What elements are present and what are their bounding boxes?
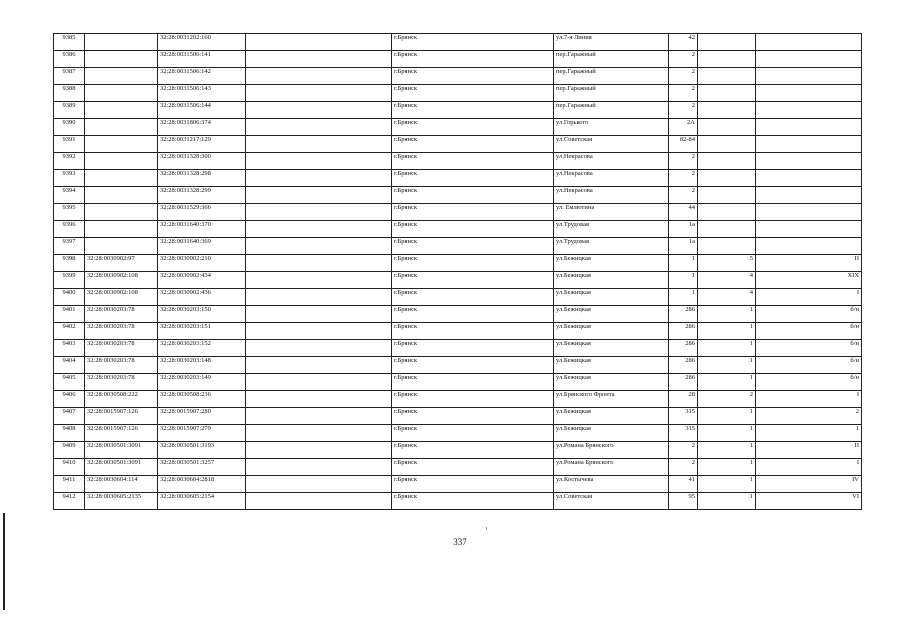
table-row (54, 289, 862, 306)
house-cell: 2 (669, 51, 698, 68)
floor-cell: 1 (698, 340, 756, 357)
parent-cadastral-cell (85, 85, 158, 102)
blank-cell (246, 476, 392, 493)
table-row (54, 238, 862, 255)
street-cell: ул.Трудовая (554, 221, 669, 238)
table-row (54, 391, 862, 408)
city-cell: г.Брянск (392, 68, 554, 85)
floor-cell: 1 (698, 442, 756, 459)
city-cell: г.Брянск (392, 340, 554, 357)
premises-cell: б/н (756, 340, 862, 357)
premises-cell (756, 153, 862, 170)
premises-cell: б/н (756, 357, 862, 374)
table-row (54, 102, 862, 119)
row-number-cell: 9385 (54, 34, 85, 51)
floor-cell: 2 (698, 391, 756, 408)
city-cell: г.Брянск (392, 187, 554, 204)
street-cell: ул.Трудовая (554, 238, 669, 255)
cadastral-number-cell: 32:28:0030203:150 (158, 306, 246, 323)
table-row (54, 323, 862, 340)
blank-cell (246, 374, 392, 391)
cadastral-number-cell: 32:28:0031506:142 (158, 68, 246, 85)
cadastral-number-cell: 32:28:0031328:300 (158, 153, 246, 170)
house-cell: 41 (669, 476, 698, 493)
row-number-cell: 9398 (54, 255, 85, 272)
street-cell: пер.Гаражный (554, 68, 669, 85)
city-cell: г.Брянск (392, 221, 554, 238)
row-number-cell: 9402 (54, 323, 85, 340)
street-cell: ул.Романа Брянского (554, 459, 669, 476)
table-row (54, 476, 862, 493)
parent-cadastral-cell: 32:28:0015907:126 (85, 408, 158, 425)
row-number-cell: 9401 (54, 306, 85, 323)
row-number-cell: 9410 (54, 459, 85, 476)
premises-cell (756, 238, 862, 255)
blank-cell (246, 119, 392, 136)
house-cell: 2 (669, 170, 698, 187)
table-row (54, 51, 862, 68)
city-cell: г.Брянск (392, 289, 554, 306)
street-cell: ул.Горького (554, 119, 669, 136)
scan-speck (486, 527, 487, 530)
floor-cell (698, 34, 756, 51)
table-row (54, 442, 862, 459)
parent-cadastral-cell (85, 238, 158, 255)
blank-cell (246, 187, 392, 204)
table-row (54, 85, 862, 102)
premises-cell: II (756, 255, 862, 272)
city-cell: г.Брянск (392, 357, 554, 374)
table-row (54, 170, 862, 187)
house-cell: 1 (669, 255, 698, 272)
premises-cell (756, 102, 862, 119)
premises-cell: I (756, 459, 862, 476)
row-number-cell: 9408 (54, 425, 85, 442)
blank-cell (246, 357, 392, 374)
cadastral-number-cell: 32:28:0030508:236 (158, 391, 246, 408)
parent-cadastral-cell: 32:28:0030501:3091 (85, 459, 158, 476)
blank-cell (246, 153, 392, 170)
city-cell: г.Брянск (392, 459, 554, 476)
blank-cell (246, 204, 392, 221)
table-row (54, 136, 862, 153)
street-cell: ул.Бежицкая (554, 374, 669, 391)
floor-cell (698, 221, 756, 238)
floor-cell (698, 170, 756, 187)
cadastral-number-cell: 32:28:0031217:129 (158, 136, 246, 153)
row-number-cell: 9389 (54, 102, 85, 119)
house-cell: 1а (669, 238, 698, 255)
street-cell: ул.Бежицкая (554, 425, 669, 442)
house-cell: 315 (669, 408, 698, 425)
floor-cell: 1 (698, 374, 756, 391)
table-row (54, 187, 862, 204)
parent-cadastral-cell (85, 51, 158, 68)
parent-cadastral-cell: 32:28:0030203:78 (85, 323, 158, 340)
premises-cell: VI (756, 493, 862, 510)
blank-cell (246, 85, 392, 102)
premises-cell (756, 204, 862, 221)
parent-cadastral-cell (85, 136, 158, 153)
row-number-cell: 9406 (54, 391, 85, 408)
floor-cell (698, 68, 756, 85)
city-cell: г.Брянск (392, 272, 554, 289)
cadastral-number-cell: 32:28:0015907:279 (158, 425, 246, 442)
street-cell: ул.Бежицкая (554, 306, 669, 323)
floor-cell (698, 119, 756, 136)
parent-cadastral-cell: 32:28:0030203:78 (85, 340, 158, 357)
row-number-cell: 9391 (54, 136, 85, 153)
premises-cell: 2 (756, 408, 862, 425)
floor-cell: 1 (698, 306, 756, 323)
city-cell: г.Брянск (392, 170, 554, 187)
parent-cadastral-cell: 32:28:0030508:222 (85, 391, 158, 408)
row-number-cell: 9409 (54, 442, 85, 459)
floor-cell: 5 (698, 255, 756, 272)
street-cell: пер.Гаражный (554, 51, 669, 68)
row-number-cell: 9392 (54, 153, 85, 170)
row-number-cell: 9386 (54, 51, 85, 68)
row-number-cell: 9400 (54, 289, 85, 306)
cadastral-number-cell: 32:28:0031506:144 (158, 102, 246, 119)
premises-cell (756, 170, 862, 187)
blank-cell (246, 306, 392, 323)
house-cell: 286 (669, 357, 698, 374)
table-row (54, 68, 862, 85)
cadastral-number-cell: 32:28:0030501:3193 (158, 442, 246, 459)
premises-cell (756, 51, 862, 68)
house-cell: 2 (669, 459, 698, 476)
street-cell: ул. Емлютина (554, 204, 669, 221)
premises-cell: I (756, 289, 862, 306)
row-number-cell: 9405 (54, 374, 85, 391)
cadastral-number-cell: 32:28:0030203:149 (158, 374, 246, 391)
street-cell: ул.Некрасова (554, 170, 669, 187)
city-cell: г.Брянск (392, 306, 554, 323)
floor-cell (698, 85, 756, 102)
table-row (54, 425, 862, 442)
street-cell: ул.Советская (554, 493, 669, 510)
premises-cell: I (756, 391, 862, 408)
row-number-cell: 9387 (54, 68, 85, 85)
blank-cell (246, 136, 392, 153)
street-cell: ул.Некрасова (554, 187, 669, 204)
city-cell: г.Брянск (392, 476, 554, 493)
row-number-cell: 9388 (54, 85, 85, 102)
row-number-cell: 9395 (54, 204, 85, 221)
city-cell: г.Брянск (392, 238, 554, 255)
parent-cadastral-cell: 32:28:0015907:126 (85, 425, 158, 442)
parent-cadastral-cell (85, 34, 158, 51)
row-number-cell: 9390 (54, 119, 85, 136)
row-number-cell: 9407 (54, 408, 85, 425)
blank-cell (246, 493, 392, 510)
parent-cadastral-cell (85, 68, 158, 85)
street-cell: пер.Гаражный (554, 102, 669, 119)
blank-cell (246, 323, 392, 340)
street-cell: ул.Бежицкая (554, 289, 669, 306)
blank-cell (246, 102, 392, 119)
premises-cell: II (756, 442, 862, 459)
house-cell: 28 (669, 391, 698, 408)
city-cell: г.Брянск (392, 493, 554, 510)
house-cell: 95 (669, 493, 698, 510)
parent-cadastral-cell: 32:28:0030203:78 (85, 374, 158, 391)
cadastral-number-cell: 32:28:0030203:152 (158, 340, 246, 357)
premises-cell: б/н (756, 323, 862, 340)
blank-cell (246, 442, 392, 459)
parent-cadastral-cell: 32:28:0030604:114 (85, 476, 158, 493)
row-number-cell: 9396 (54, 221, 85, 238)
premises-cell (756, 136, 862, 153)
house-cell: 286 (669, 306, 698, 323)
floor-cell: 1 (698, 476, 756, 493)
parent-cadastral-cell: 32:28:0030605:2135 (85, 493, 158, 510)
table-row (54, 119, 862, 136)
table-row (54, 272, 862, 289)
cadastral-number-cell: 32:28:0031328:299 (158, 187, 246, 204)
cadastral-number-cell: 32:28:0030902:436 (158, 289, 246, 306)
street-cell: ул.Бежицкая (554, 408, 669, 425)
city-cell: г.Брянск (392, 374, 554, 391)
city-cell: г.Брянск (392, 34, 554, 51)
table-row (54, 493, 862, 510)
table-row (54, 459, 862, 476)
house-cell: 1а (669, 221, 698, 238)
blank-cell (246, 425, 392, 442)
floor-cell: 1 (698, 408, 756, 425)
city-cell: г.Брянск (392, 204, 554, 221)
cadastral-number-cell: 32:28:0030902:434 (158, 272, 246, 289)
cadastral-number-cell: 32:28:0030501:3257 (158, 459, 246, 476)
floor-cell (698, 51, 756, 68)
cadastral-number-cell: 32:28:0031202:160 (158, 34, 246, 51)
premises-cell (756, 221, 862, 238)
floor-cell (698, 136, 756, 153)
street-cell: ул.Бежицкая (554, 255, 669, 272)
premises-cell: б/н (756, 306, 862, 323)
blank-cell (246, 34, 392, 51)
city-cell: г.Брянск (392, 255, 554, 272)
premises-cell: б/н (756, 374, 862, 391)
city-cell: г.Брянск (392, 442, 554, 459)
cadastral-number-cell: 32:28:0031806:374 (158, 119, 246, 136)
house-cell: 1 (669, 272, 698, 289)
city-cell: г.Брянск (392, 391, 554, 408)
parent-cadastral-cell (85, 119, 158, 136)
street-cell: ул.Бежицкая (554, 340, 669, 357)
table-row (54, 340, 862, 357)
street-cell: ул.Костычева (554, 476, 669, 493)
street-cell: пер.Гаражный (554, 85, 669, 102)
floor-cell (698, 187, 756, 204)
city-cell: г.Брянск (392, 425, 554, 442)
table-row (54, 204, 862, 221)
row-number-cell: 9397 (54, 238, 85, 255)
premises-cell: IV (756, 476, 862, 493)
street-cell: ул.Романа Брянского (554, 442, 669, 459)
cadastral-number-cell: 32:28:0030902:210 (158, 255, 246, 272)
floor-cell: 1 (698, 357, 756, 374)
row-number-cell: 9411 (54, 476, 85, 493)
row-number-cell: 9404 (54, 357, 85, 374)
parent-cadastral-cell: 32:28:0030501:3091 (85, 442, 158, 459)
city-cell: г.Брянск (392, 119, 554, 136)
floor-cell (698, 153, 756, 170)
premises-cell (756, 34, 862, 51)
cadastral-number-cell: 32:28:0031506:143 (158, 85, 246, 102)
cadastral-number-cell: 32:28:0030203:151 (158, 323, 246, 340)
house-cell: 1 (669, 289, 698, 306)
table-row (54, 221, 862, 238)
city-cell: г.Брянск (392, 102, 554, 119)
street-cell: ул.Бежицкая (554, 323, 669, 340)
blank-cell (246, 238, 392, 255)
table-row (54, 408, 862, 425)
cadastral-number-cell: 32:28:0031529:366 (158, 204, 246, 221)
house-cell: 2 (669, 187, 698, 204)
parent-cadastral-cell (85, 170, 158, 187)
table-row (54, 153, 862, 170)
city-cell: г.Брянск (392, 51, 554, 68)
premises-cell (756, 119, 862, 136)
parent-cadastral-cell: 32:28:0030203:78 (85, 357, 158, 374)
registry-table (53, 33, 862, 510)
street-cell: ул.Некрасова (554, 153, 669, 170)
cadastral-number-cell: 32:28:0030604:2818 (158, 476, 246, 493)
street-cell: ул.Советская (554, 136, 669, 153)
blank-cell (246, 289, 392, 306)
cadastral-number-cell: 32:28:0030605:2154 (158, 493, 246, 510)
parent-cadastral-cell: 32:28:0030902:97 (85, 255, 158, 272)
blank-cell (246, 408, 392, 425)
page-number: 337 (453, 537, 467, 547)
binding-margin-line (3, 513, 5, 610)
city-cell: г.Брянск (392, 323, 554, 340)
street-cell: ул.Бежицкая (554, 272, 669, 289)
floor-cell (698, 204, 756, 221)
premises-cell (756, 68, 862, 85)
table-row (54, 306, 862, 323)
blank-cell (246, 391, 392, 408)
parent-cadastral-cell: 32:28:0030902:108 (85, 289, 158, 306)
premises-cell: 1 (756, 425, 862, 442)
table-row (54, 255, 862, 272)
row-number-cell: 9403 (54, 340, 85, 357)
blank-cell (246, 68, 392, 85)
floor-cell: 1 (698, 425, 756, 442)
row-number-cell: 9399 (54, 272, 85, 289)
floor-cell: 1 (698, 459, 756, 476)
floor-cell: 1 (698, 493, 756, 510)
table-row (54, 374, 862, 391)
blank-cell (246, 221, 392, 238)
floor-cell (698, 238, 756, 255)
house-cell: 286 (669, 340, 698, 357)
row-number-cell: 9393 (54, 170, 85, 187)
city-cell: г.Брянск (392, 408, 554, 425)
table-row (54, 357, 862, 374)
house-cell: 2А (669, 119, 698, 136)
table-body (54, 34, 862, 510)
parent-cadastral-cell (85, 153, 158, 170)
street-cell: ул.7-я Линия (554, 34, 669, 51)
table-row (54, 34, 862, 51)
row-number-cell: 9394 (54, 187, 85, 204)
parent-cadastral-cell (85, 187, 158, 204)
city-cell: г.Брянск (392, 85, 554, 102)
city-cell: г.Брянск (392, 153, 554, 170)
cadastral-number-cell: 32:28:0030203:148 (158, 357, 246, 374)
blank-cell (246, 170, 392, 187)
floor-cell: 1 (698, 323, 756, 340)
floor-cell: 4 (698, 272, 756, 289)
parent-cadastral-cell (85, 102, 158, 119)
blank-cell (246, 51, 392, 68)
premises-cell (756, 187, 862, 204)
house-cell: 286 (669, 374, 698, 391)
blank-cell (246, 255, 392, 272)
cadastral-number-cell: 32:28:0031506:141 (158, 51, 246, 68)
house-cell: 2 (669, 102, 698, 119)
premises-cell: XIX (756, 272, 862, 289)
house-cell: 2 (669, 68, 698, 85)
blank-cell (246, 272, 392, 289)
cadastral-number-cell: 32:28:0015907:280 (158, 408, 246, 425)
house-cell: 42 (669, 34, 698, 51)
cadastral-number-cell: 32:28:0031640:370 (158, 221, 246, 238)
house-cell: 315 (669, 425, 698, 442)
parent-cadastral-cell: 32:28:0030203:78 (85, 306, 158, 323)
cadastral-number-cell: 32:28:0031328:298 (158, 170, 246, 187)
blank-cell (246, 459, 392, 476)
street-cell: ул.Брянского Фронта (554, 391, 669, 408)
row-number-cell: 9412 (54, 493, 85, 510)
house-cell: 44 (669, 204, 698, 221)
city-cell: г.Брянск (392, 136, 554, 153)
house-cell: 2 (669, 153, 698, 170)
street-cell: ул.Бежицкая (554, 357, 669, 374)
parent-cadastral-cell (85, 221, 158, 238)
house-cell: 286 (669, 323, 698, 340)
parent-cadastral-cell: 32:28:0030902:108 (85, 272, 158, 289)
premises-cell (756, 85, 862, 102)
house-cell: 2 (669, 85, 698, 102)
floor-cell: 4 (698, 289, 756, 306)
cadastral-number-cell: 32:28:0031640:369 (158, 238, 246, 255)
parent-cadastral-cell (85, 204, 158, 221)
house-cell: 82-84 (669, 136, 698, 153)
house-cell: 2 (669, 442, 698, 459)
floor-cell (698, 102, 756, 119)
blank-cell (246, 340, 392, 357)
